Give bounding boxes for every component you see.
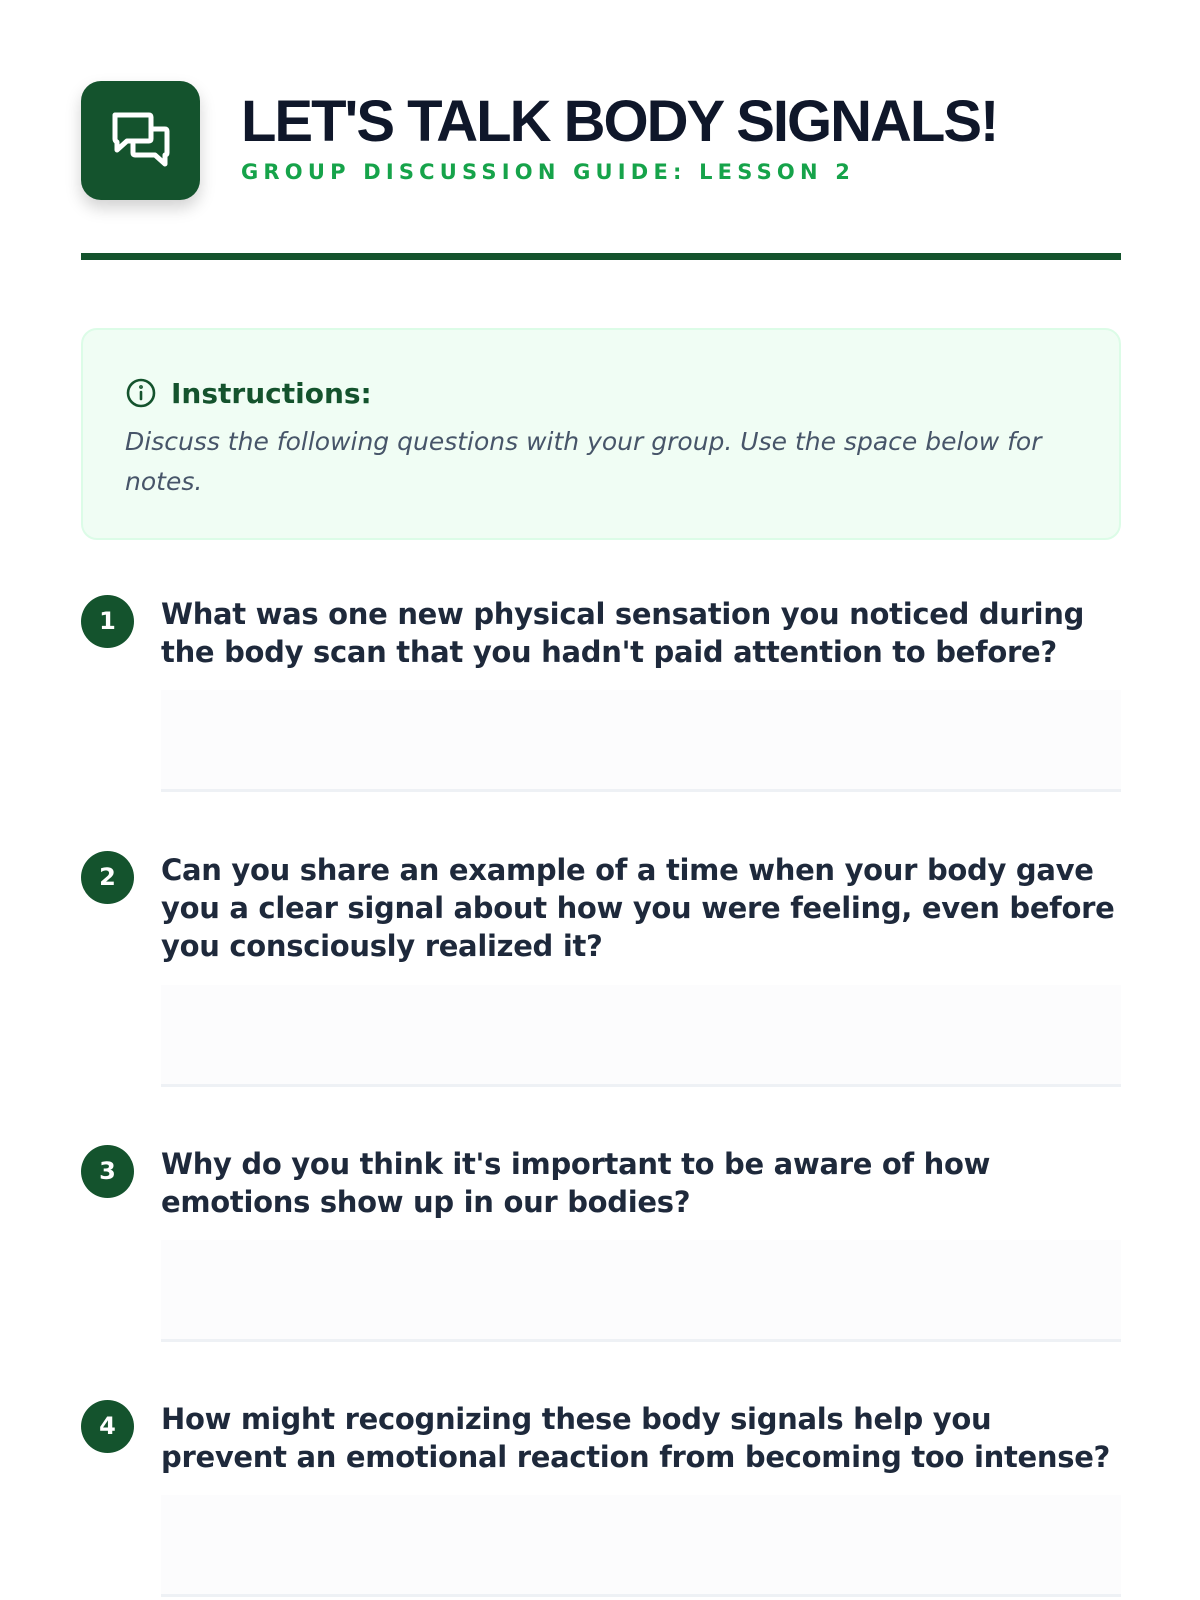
notes-area[interactable] [161, 1240, 1121, 1342]
chat-bubbles-icon [109, 109, 173, 173]
notes-area[interactable] [161, 690, 1121, 792]
page-title: LET'S TALK BODY SIGNALS! [241, 89, 998, 154]
instructions-title: Instructions: [171, 376, 372, 410]
question-text: Can you share an example of a time when your body gave you a clear signal about how you were feeling, even before you consciously realized it? [161, 853, 1115, 963]
question-number-badge: 3 [81, 1145, 134, 1198]
logo [81, 81, 200, 200]
header [81, 81, 1121, 201]
question-text: Why do you think it's important to be aware of how emotions show up in our bodies? [161, 1147, 991, 1219]
question-text: How might recognizing these body signals help you prevent an emotional reaction from becoming too intense? [161, 1402, 1111, 1474]
notes-area[interactable] [161, 985, 1121, 1087]
question-number-badge: 2 [81, 851, 134, 904]
page-subtitle: GROUP DISCUSSION GUIDE: LESSON 2 [241, 160, 856, 184]
question-number-badge: 4 [81, 1400, 134, 1453]
notes-area[interactable] [161, 1495, 1121, 1597]
info-icon [125, 377, 157, 409]
instructions-heading [125, 376, 372, 410]
question-text: What was one new physical sensation you noticed during the body scan that you hadn't paid attention to before? [161, 597, 1085, 669]
header-divider [81, 253, 1121, 260]
instructions-panel [81, 328, 1121, 540]
instructions-text: Discuss the following questions with your group. Use the space below for notes. [125, 427, 1042, 496]
question-number-badge: 1 [81, 595, 134, 648]
